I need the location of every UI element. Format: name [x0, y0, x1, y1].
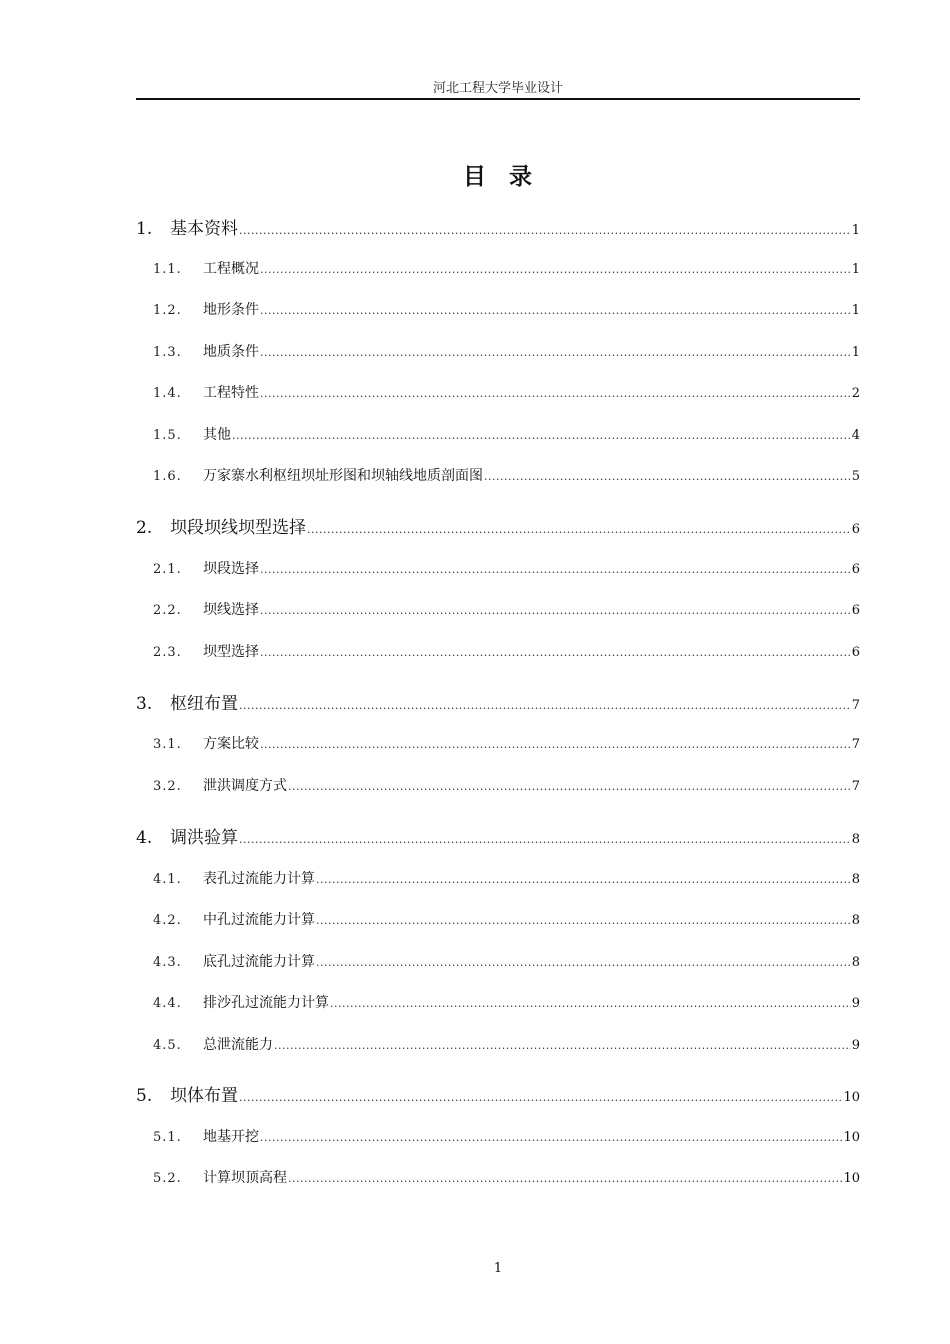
toc-entry-number: 5. — [136, 1086, 153, 1106]
toc-dot-leader — [484, 466, 851, 488]
page-header-title: 河北工程大学毕业设计 — [432, 81, 563, 96]
toc-entry-5-1[interactable] — [136, 1126, 860, 1148]
toc-entry-number: 2.3. — [153, 645, 182, 660]
toc-dot-leader — [260, 600, 851, 622]
toc-dot-leader — [307, 517, 851, 543]
toc-dot-leader — [316, 952, 851, 974]
toc-entry-3[interactable] — [136, 691, 860, 717]
toc-dot-leader — [316, 869, 851, 891]
toc-dot-leader — [288, 776, 851, 798]
toc-entry-number: 3.2. — [153, 779, 182, 794]
toc-entry-number: 2.2. — [153, 603, 182, 618]
header-rule — [136, 98, 860, 100]
toc-entry-label: 地形条件 — [203, 302, 259, 318]
toc-entry-2[interactable] — [136, 515, 860, 541]
toc-entry-page: 1 — [851, 262, 860, 277]
toc-entry-page: 1 — [851, 303, 860, 318]
toc-entry-1-5[interactable] — [136, 424, 860, 446]
toc-title-left: 目 — [463, 163, 487, 190]
toc-entry-label: 方案比较 — [203, 736, 259, 752]
toc-dot-leader — [239, 827, 851, 853]
toc-dot-leader — [260, 1127, 842, 1149]
toc-entry-label: 坝段坝线坝型选择 — [170, 518, 306, 538]
toc-entry-4[interactable] — [136, 825, 860, 851]
toc-entry-page: 9 — [851, 996, 860, 1011]
toc-entry-page: 9 — [851, 1038, 860, 1053]
toc-entry-1-2[interactable] — [136, 299, 860, 321]
toc-entry-2-2[interactable] — [136, 599, 860, 621]
toc-entry-label: 其他 — [203, 427, 231, 443]
toc-entry-number: 2.1. — [153, 562, 182, 577]
toc-dot-leader — [260, 734, 851, 756]
toc-entry-label: 工程概况 — [203, 261, 259, 277]
toc-entry-page: 8 — [851, 872, 860, 887]
toc-entry-label: 万家寨水利枢纽坝址形图和坝轴线地质剖面图 — [203, 468, 483, 484]
toc-dot-leader — [260, 342, 851, 364]
toc-entry-page: 1 — [851, 345, 860, 360]
toc-entry-number: 4.5. — [153, 1038, 182, 1053]
toc-entry-label: 坝段选择 — [203, 561, 259, 577]
toc-entry-label: 基本资料 — [170, 219, 238, 239]
toc-entry-page: 8 — [851, 832, 860, 847]
toc-entry-label: 表孔过流能力计算 — [203, 871, 315, 887]
toc-entry-label: 排沙孔过流能力计算 — [203, 995, 329, 1011]
toc-entry-5[interactable] — [136, 1083, 860, 1109]
toc-entry-1-1[interactable] — [136, 258, 860, 280]
toc-dot-leader — [260, 642, 851, 664]
toc-entry-4-2[interactable] — [136, 909, 860, 931]
toc-entry-4-5[interactable] — [136, 1034, 860, 1056]
toc-entry-number: 1.3. — [153, 345, 182, 360]
toc-dot-leader — [239, 693, 851, 719]
toc-entry-page: 6 — [851, 522, 860, 537]
toc-dot-leader — [232, 425, 851, 447]
toc-entry-label: 地质条件 — [203, 344, 259, 360]
toc-entry-label: 总泄流能力 — [203, 1037, 273, 1053]
toc-entry-page: 8 — [851, 913, 860, 928]
toc-entry-2-1[interactable] — [136, 558, 860, 580]
toc-entry-number: 4. — [136, 828, 153, 848]
toc-entry-label: 枢纽布置 — [170, 694, 238, 714]
toc-entry-label: 坝线选择 — [203, 602, 259, 618]
toc-entry-label: 泄洪调度方式 — [203, 778, 287, 794]
toc-entry-number: 1.4. — [153, 386, 182, 401]
toc-entry-number: 1. — [136, 219, 153, 239]
toc-entry-5-2[interactable] — [136, 1167, 860, 1189]
toc-entry-page: 4 — [851, 428, 860, 443]
toc-entry-number: 1.5. — [153, 428, 182, 443]
toc-entry-label: 地基开挖 — [203, 1129, 259, 1145]
toc-entry-page: 10 — [843, 1130, 860, 1145]
toc-dot-leader — [330, 993, 851, 1015]
toc-entry-4-3[interactable] — [136, 951, 860, 973]
toc-entry-1-3[interactable] — [136, 341, 860, 363]
toc-entry-2-3[interactable] — [136, 641, 860, 663]
toc-entry-page: 7 — [851, 737, 860, 752]
toc-title — [136, 160, 860, 194]
toc-entry-label: 计算坝顶高程 — [203, 1170, 287, 1186]
toc-dot-leader — [239, 1085, 842, 1111]
toc-entry-number: 1.6. — [153, 469, 182, 484]
toc-entry-number: 5.2. — [153, 1171, 182, 1186]
toc-entry-label: 底孔过流能力计算 — [203, 954, 315, 970]
toc-entry-label: 中孔过流能力计算 — [203, 912, 315, 928]
toc-dot-leader — [239, 218, 851, 244]
toc-entry-page: 6 — [851, 645, 860, 660]
toc-dot-leader — [274, 1035, 851, 1057]
toc-dot-leader — [260, 383, 851, 405]
toc-entry-4-4[interactable] — [136, 992, 860, 1014]
toc-dot-leader — [288, 1168, 842, 1190]
toc-entry-page: 8 — [851, 955, 860, 970]
toc-entry-number: 1.1. — [153, 262, 182, 277]
toc-entry-4-1[interactable] — [136, 868, 860, 890]
toc-entry-page: 2 — [851, 386, 860, 401]
toc-dot-leader — [260, 300, 851, 322]
toc-entry-3-2[interactable] — [136, 775, 860, 797]
toc-entry-number: 4.4. — [153, 996, 182, 1011]
toc-entry-page: 7 — [851, 779, 860, 794]
toc-entry-number: 1.2. — [153, 303, 182, 318]
toc-entry-number: 4.3. — [153, 955, 182, 970]
toc-dot-leader — [260, 259, 851, 281]
toc-entry-number: 3.1. — [153, 737, 182, 752]
toc-entry-page: 10 — [843, 1090, 860, 1105]
toc-entry-3-1[interactable] — [136, 733, 860, 755]
toc-entry-number: 3. — [136, 694, 153, 714]
toc-entry-page: 10 — [843, 1171, 860, 1186]
toc-entry-1-6[interactable] — [136, 465, 860, 487]
toc-entry-label: 工程特性 — [203, 385, 259, 401]
toc-entry-page: 6 — [851, 562, 860, 577]
toc-entry-number: 2. — [136, 518, 153, 538]
toc-dot-leader — [260, 559, 851, 581]
toc-entry-page: 7 — [851, 698, 860, 713]
toc-entry-label: 调洪验算 — [170, 828, 238, 848]
toc-entry-1-4[interactable] — [136, 382, 860, 404]
toc-entry-number: 5.1. — [153, 1130, 182, 1145]
toc-entry-page: 6 — [851, 603, 860, 618]
toc-entry-number: 4.1. — [153, 872, 182, 887]
toc-title-right: 录 — [509, 163, 533, 190]
toc-entry-1[interactable] — [136, 216, 860, 242]
toc-dot-leader — [316, 910, 851, 932]
toc-entry-number: 4.2. — [153, 913, 182, 928]
toc-entry-page: 5 — [851, 469, 860, 484]
page-number: 1 — [493, 1261, 503, 1276]
toc-entry-label: 坝体布置 — [170, 1086, 238, 1106]
toc-entry-label: 坝型选择 — [203, 644, 259, 660]
toc-entry-page: 1 — [851, 223, 860, 238]
